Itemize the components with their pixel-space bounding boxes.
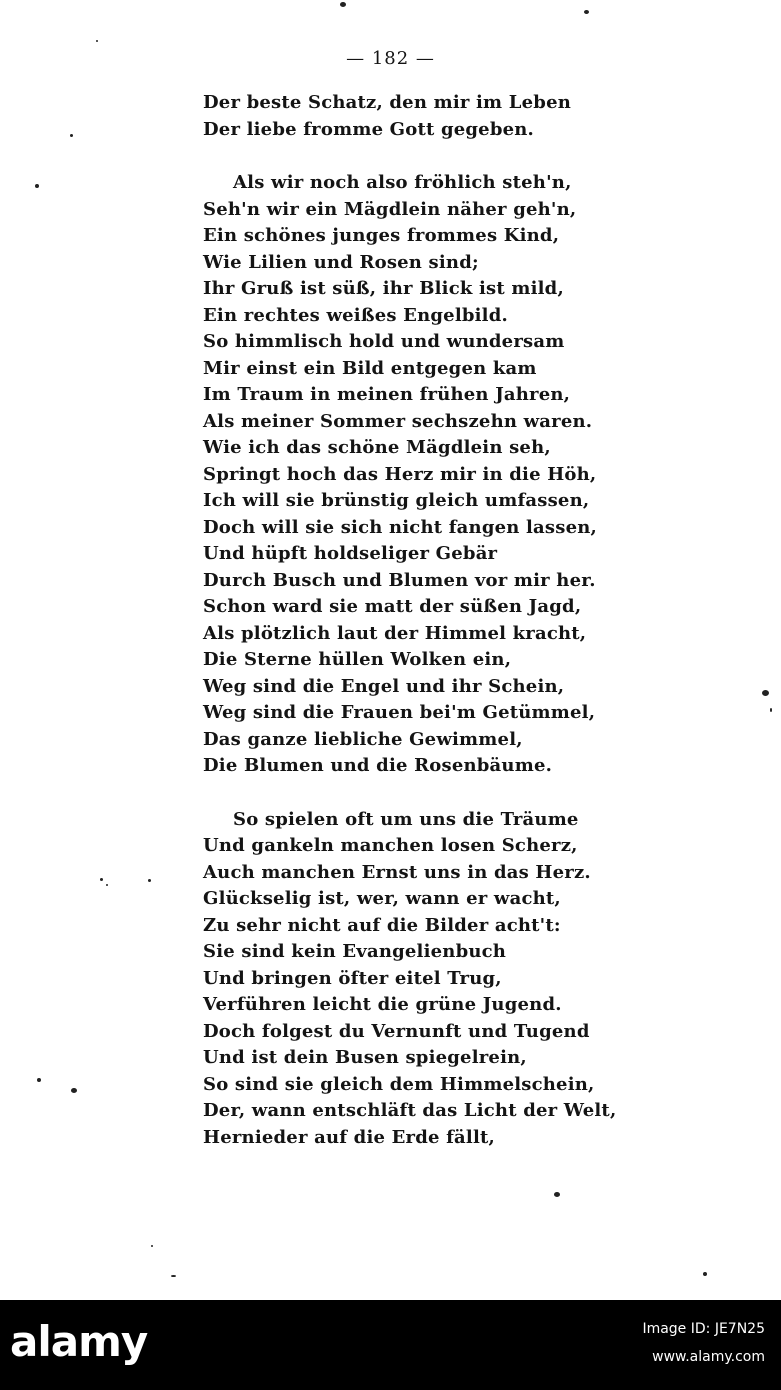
poem-line: Wie Lilien und Rosen sind; <box>203 251 479 273</box>
poem-line: Weg sind die Frauen bei'm Getümmel, <box>203 702 596 723</box>
poem-line: Hernieder auf die Erde fällt, <box>203 1126 495 1148</box>
poem-line: Wie ich das schöne Mägdlein seh, <box>203 437 551 458</box>
poem-line: Ihr Gruß ist süß, ihr Blick ist mild, <box>203 278 564 299</box>
poem-line: Ein schönes junges frommes Kind, <box>203 225 560 246</box>
poem-line: Als meiner Sommer sechszehn waren. <box>203 410 593 432</box>
site-url-label: www.alamy.com <box>652 1349 765 1365</box>
scan-speck <box>96 40 98 42</box>
scan-speck <box>37 1078 41 1082</box>
poem-line: Der beste Schatz, den mir im Leben <box>203 92 572 113</box>
poem-line: Und bringen öfter eitel Trug, <box>203 967 502 989</box>
poem-line: Zu sehr nicht auf die Bilder acht't: <box>203 914 561 936</box>
poem-line: Als plötzlich laut der Himmel kracht, <box>203 622 587 644</box>
scan-speck <box>100 878 103 881</box>
scan-speck <box>151 1245 153 1247</box>
poem-line: Verführen leicht die grüne Jugend. <box>203 994 562 1015</box>
poem-line: Springt hoch das Herz mir in die Höh, <box>203 463 597 485</box>
poem-line: Und ist dein Busen spiegelrein, <box>203 1047 527 1068</box>
poem-line: Im Traum in meinen frühen Jahren, <box>203 384 571 405</box>
scan-speck <box>106 884 108 886</box>
poem-line: Durch Busch und Blumen vor mir her. <box>203 569 596 591</box>
poem-line: So spielen oft um uns die Träume <box>233 808 579 830</box>
poem-line: Und gankeln manchen losen Scherz, <box>203 835 578 856</box>
alamy-logo: alamy <box>10 1317 148 1366</box>
poem-line: Und hüpft holdseliger Gebär <box>203 543 498 564</box>
scan-speck <box>171 1275 176 1277</box>
poem-line: Seh'n wir ein Mägdlein näher geh'n, <box>203 198 577 220</box>
image-id-label: Image ID: JE7N25 <box>642 1321 765 1337</box>
stanza-1 <box>203 90 583 143</box>
poem-text <box>203 90 617 1178</box>
scan-speck <box>340 2 346 7</box>
scan-speck <box>70 134 73 137</box>
scan-speck <box>148 879 151 882</box>
poem-line: Die Blumen und die Rosenbäume. <box>203 755 553 776</box>
poem-line: Mir einst ein Bild entgegen kam <box>203 357 537 379</box>
poem-line: Doch folgest du Vernunft und Tugend <box>203 1020 590 1042</box>
poem-line: Der, wann entschläft das Licht der Welt, <box>203 1100 617 1121</box>
stanza-2 <box>203 170 597 780</box>
poem-line: Auch manchen Ernst uns in das Herz. <box>203 861 591 883</box>
poem-line: Ich will sie brünstig gleich umfassen, <box>203 490 590 511</box>
poem-line: Als wir noch also fröhlich steh'n, <box>233 172 572 193</box>
scan-speck <box>770 708 772 712</box>
scan-speck <box>35 184 39 188</box>
poem-line: Das ganze liebliche Gewimmel, <box>203 728 523 750</box>
poem-line: Ein rechtes weißes Engelbild. <box>203 304 508 326</box>
poem-line: Schon ward sie matt der süßen Jagd, <box>203 596 582 617</box>
scan-speck <box>71 1088 77 1093</box>
poem-line: Weg sind die Engel und ihr Schein, <box>203 675 565 697</box>
scan-speck <box>554 1192 560 1197</box>
poem-line: So sind sie gleich dem Himmelschein, <box>203 1073 595 1095</box>
scan-speck <box>762 690 769 696</box>
page-number: — 182 — <box>346 48 435 69</box>
poem-line: Glückselig ist, wer, wann er wacht, <box>203 888 561 909</box>
poem-line: Die Sterne hüllen Wolken ein, <box>203 649 512 670</box>
poem-line: So himmlisch hold und wundersam <box>203 331 565 352</box>
stanza-3 <box>203 807 617 1152</box>
poem-line: Doch will sie sich nicht fangen lassen, <box>203 516 597 538</box>
scan-speck <box>584 10 589 14</box>
poem-line: Der liebe fromme Gott gegeben. <box>203 118 535 140</box>
scan-speck <box>703 1272 707 1276</box>
poem-line: Sie sind kein Evangelienbuch <box>203 941 507 962</box>
watermark-banner <box>0 1300 781 1390</box>
